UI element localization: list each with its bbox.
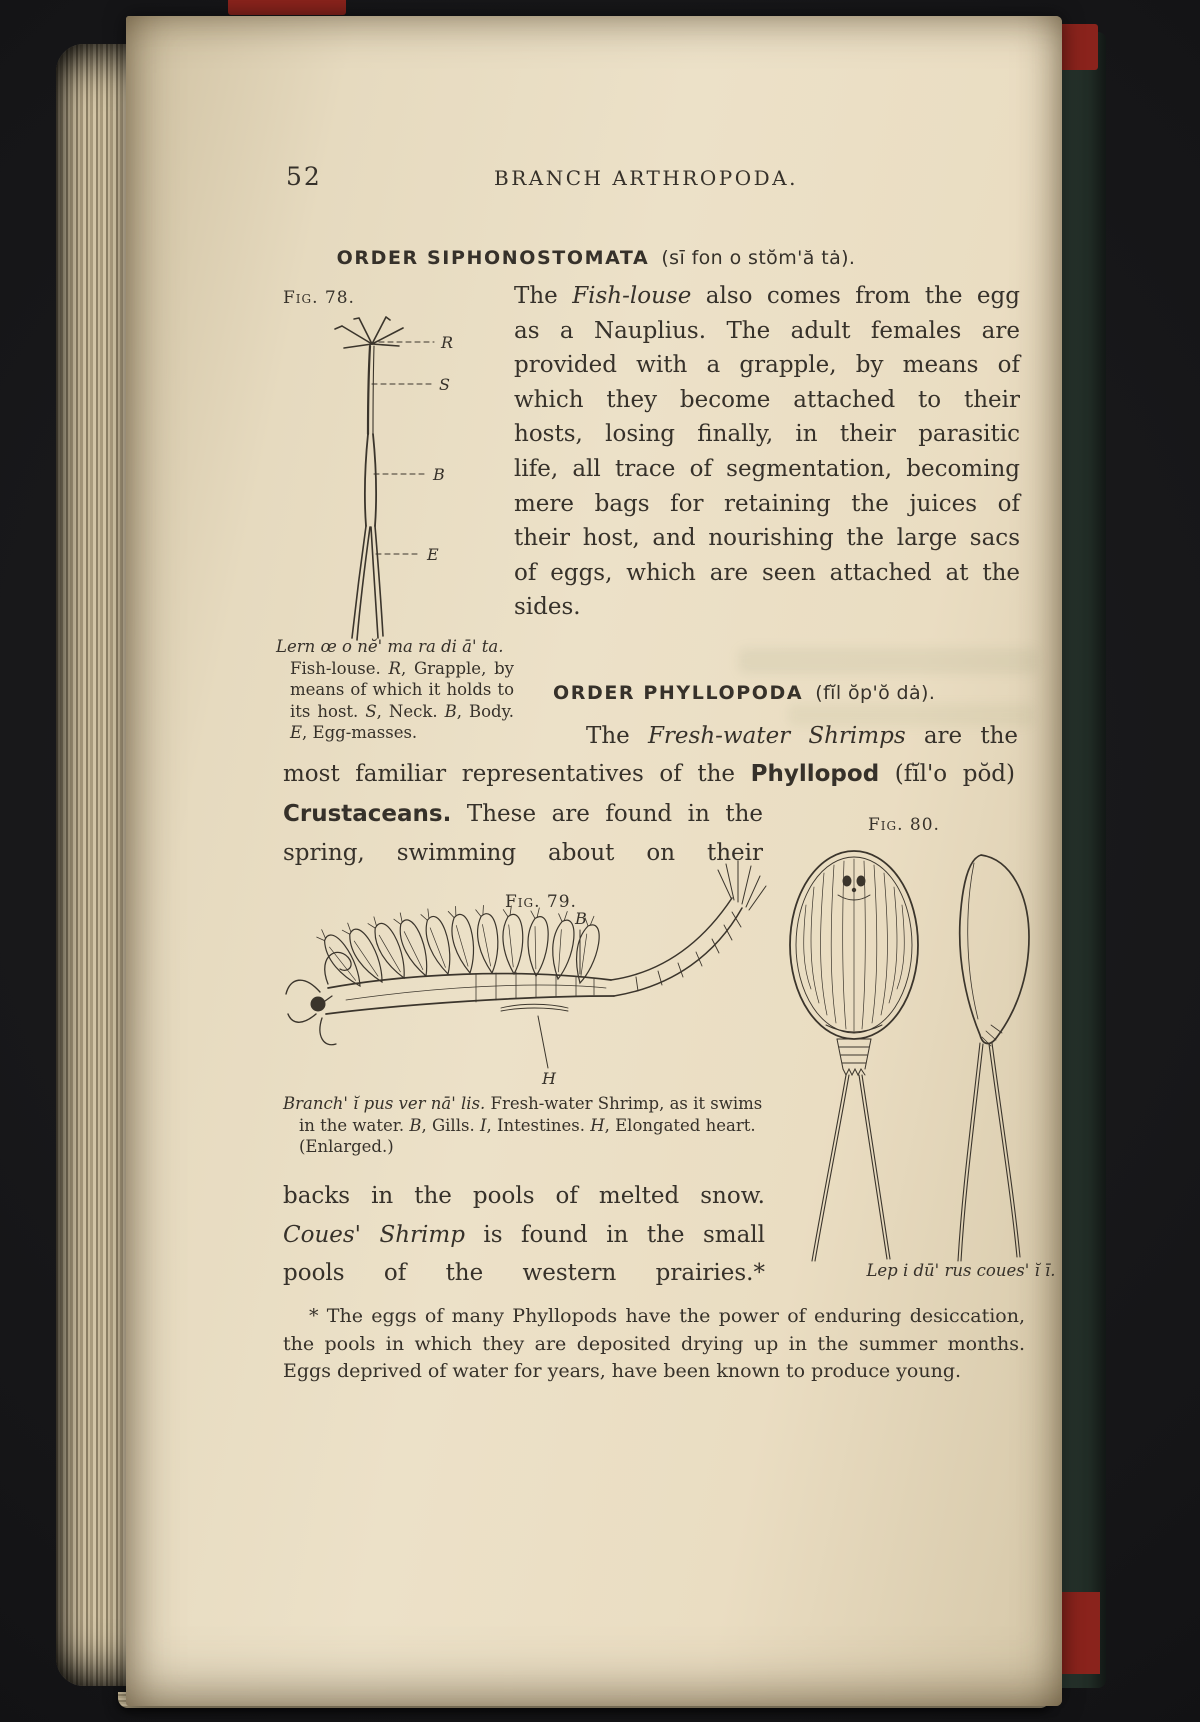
shrimp-eye <box>311 997 326 1012</box>
footnote: * The eggs of many Phyllopods have the power of enduring desiccation, the pools in which they are deposited drying up in the summer months. Eggs deprived of water for years, have been known to produce young. <box>283 1305 1025 1382</box>
fig-80-lepidurus-illustration <box>766 833 1058 1275</box>
fig-79-caption: Branch' ĭ pus ver nā' lis. Fresh-water Shrimp, as it swims in the water. B, Gills. I, Intestines. H, Elongated heart. (Enlarged.) <box>283 1094 763 1156</box>
lepidurus-drawing <box>790 851 1029 1261</box>
phyllopoda-paragraph-line1: The Fresh-water Shrimps are the <box>586 723 1018 749</box>
fig-79-label: Fig. 79. <box>505 892 577 912</box>
order-heading-text: ORDER SIPHONOSTOMATA <box>336 247 650 269</box>
tail-brush <box>718 861 766 910</box>
fig-80-caption: Lep i dū' rus coues' ĭ ī. <box>866 1261 1056 1280</box>
cover-red-accent-top-right <box>1058 24 1098 70</box>
label-leader-lines <box>372 342 434 554</box>
phyllopoda-closing-paragraph: backs in the pools of melted snow. Coues' Shrimp is found in the small pools of the western prairies.* <box>283 1183 765 1286</box>
phyllopoda-paragraph-continue: Crustaceans. These are found in the spring, swimming about on their <box>283 801 763 866</box>
fig-78-label: Fig. 78. <box>283 288 355 308</box>
order-heading-phyllopoda <box>553 682 935 704</box>
fig79-mark-heart: H <box>542 1069 556 1088</box>
fig78-mark-neck: S <box>439 375 450 394</box>
fig-78-fish-louse-illustration <box>304 312 484 644</box>
lepidurus-eye <box>857 876 866 887</box>
fig-80-label: Fig. 80. <box>868 815 940 835</box>
phyllopoda-paragraph-line2: most familiar representatives of the Phyllopod (fĭl'o pŏd) <box>283 761 1015 787</box>
label-leader-lines <box>538 930 580 1068</box>
fig-78-species-name: Lern œ o nĕ' ma ra di ā' ta. <box>276 637 504 656</box>
fig78-mark-eggs: E <box>427 545 439 564</box>
fish-louse-drawing <box>335 317 434 640</box>
fig79-mark-gills: B <box>575 909 587 928</box>
shrimp-drawing <box>286 861 766 1068</box>
caudal-filaments <box>812 1075 890 1261</box>
page-number: 52 <box>286 162 322 191</box>
fig78-mark-grapple: R <box>441 333 454 352</box>
siphonostomata-paragraph: The Fish-louse also comes from the egg as a Nauplius. The adult females are provided with a grapple, by means of which they become attached to their hosts, losing finally, in their parasitic life, all trace of segmentation, becoming mere bags for retaining the juices of their host, and nourishing the large sacs of eggs, which are seen attached at the sides. <box>514 283 1020 621</box>
cover-red-accent-top <box>228 0 346 15</box>
fig-78-caption <box>276 636 514 744</box>
cover-red-accent-bottom-right <box>1056 1592 1100 1674</box>
fig-78-caption-text: Fish-louse. R, Grapple, by means of which it holds to its host. S, Neck. B, Body. E, Egg-masses. <box>290 658 514 742</box>
lepidurus-eye <box>843 876 852 887</box>
book-page <box>126 16 1062 1706</box>
fig-79-fresh-water-shrimp-illustration <box>276 856 776 1094</box>
fig78-mark-body: B <box>433 465 445 484</box>
order-heading-siphonostomata <box>266 247 926 269</box>
running-header: BRANCH ARTHROPODA. <box>494 166 798 190</box>
caudal-filaments <box>958 1043 1020 1261</box>
abdomen-segments <box>837 1039 871 1075</box>
carapace-striations <box>804 859 905 1031</box>
order-pronunciation: (fĭl ŏp'ŏ dȧ). <box>815 682 936 704</box>
order-heading-text: ORDER PHYLLOPODA <box>553 682 804 704</box>
order-pronunciation: (sī fon o stŏm'ă tȧ). <box>661 247 856 269</box>
ink-showthrough <box>738 648 1038 674</box>
fig-78-part-labels <box>426 333 453 564</box>
